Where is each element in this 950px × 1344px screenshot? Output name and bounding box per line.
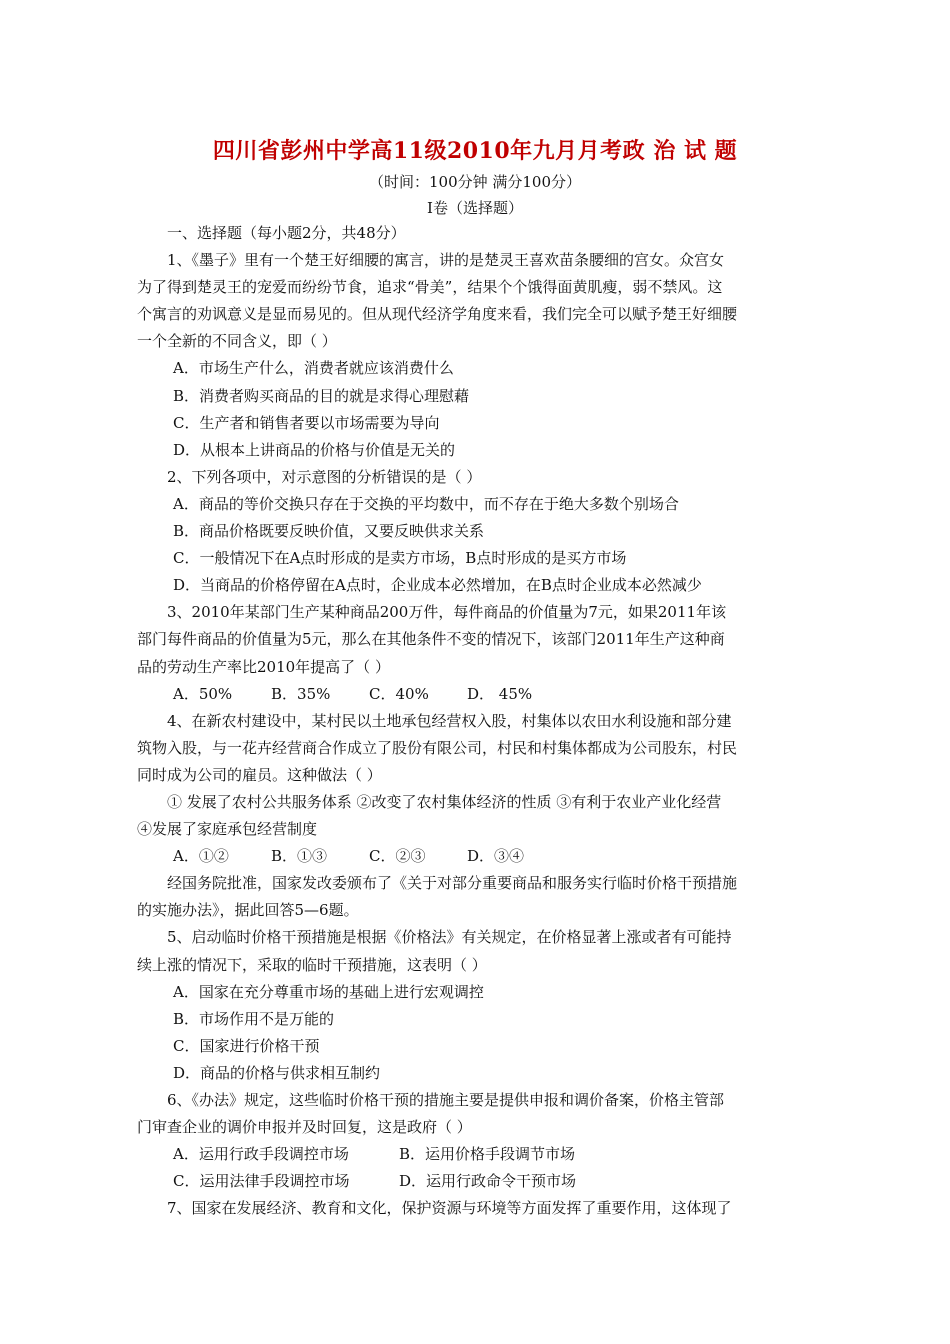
- q4-options: [137, 843, 807, 870]
- q5-option-c: C．国家进行价格干预: [173, 1036, 320, 1055]
- q2-stem: 2、下列各项中，对示意图的分析错误的是（ ）: [167, 467, 482, 486]
- q3-option-b: B．35%: [271, 684, 331, 703]
- q2-option-b: B．商品价格既要反映价值，又要反映供求关系: [173, 522, 485, 541]
- q3-options: [137, 681, 807, 708]
- q5-stem-line-1: 5、启动临时价格干预措施是根据《价格法》有关规定，在价格显著上涨或者有可能持: [167, 928, 732, 947]
- q4-stem-line-1: 4、在新农村建设中，某村民以土地承包经营权入股，村集体以农田水利设施和部分建: [167, 711, 732, 730]
- q3-stem-line-1: 3、2010年某部门生产某种商品200万件，每件商品的价值量为7元，如果2011年该: [167, 603, 727, 622]
- q6-stem-line-1: 6、《办法》规定，这些临时价格干预的措施主要是提供申报和调价备案，价格主管部: [167, 1091, 725, 1109]
- q4-stem-line-2: 筑物入股，与一花卉经营商合作成立了股份有限公司，村民和村集体都成为公司股东，村民: [137, 738, 738, 757]
- q3-option-c: C．40%: [369, 684, 429, 703]
- section-heading: 一、选择题（每小题2分，共48分）: [167, 224, 406, 242]
- q3-option-d: D． 45%: [467, 684, 533, 703]
- q1-option-d: D．从根本上讲商品的价格与价值是无关的: [173, 440, 456, 459]
- q1-option-c: C．生产者和销售者要以市场需要为导向: [173, 413, 440, 432]
- q3-stem-line-2: 部门每件商品的价值量为5元，那么在其他条件不变的情况下，该部门2011年生产这种商: [137, 630, 725, 649]
- exam-title: 四川省彭州中学高11级2010年九月月考政 治 试 题: [212, 138, 738, 164]
- q1-stem-line-4: 一个全新的不同含义，即（ ）: [137, 332, 337, 351]
- q4-statements-line-2: ④发展了家庭承包经营制度: [137, 820, 318, 839]
- q6-option-c: C．运用法律手段调控市场: [173, 1172, 350, 1191]
- q2-option-c: C．一般情况下在A点时形成的是卖方市场，B点时形成的是买方市场: [173, 549, 627, 568]
- material-line-2: 的实施办法》，据此回答5—6题。: [137, 901, 359, 920]
- q4-option-c: C．②③: [369, 847, 426, 866]
- q1-option-b: B．消费者购买商品的目的就是求得心理慰藉: [173, 386, 470, 405]
- q6-option-a: A．运用行政手段调控市场: [173, 1145, 349, 1164]
- q6-options-row-2: [137, 1168, 807, 1195]
- q4-statements-line-1: ① 发展了农村公共服务体系 ②改变了农村集体经济的性质 ③有利于农业产业化经营: [167, 792, 722, 811]
- q4-option-a: A．①②: [173, 847, 229, 866]
- q5-option-b: B．市场作用不是万能的: [173, 1009, 335, 1028]
- q5-option-a: A．国家在充分尊重市场的基础上进行宏观调控: [173, 982, 484, 1001]
- exam-time-info: （时间：100分钟 满分100分）: [368, 173, 582, 191]
- q5-option-d: D．商品的价格与供求相互制约: [173, 1063, 381, 1082]
- q7-stem: 7、国家在发展经济、教育和文化，保护资源与环境等方面发挥了重要作用，这体现了: [167, 1199, 732, 1218]
- volume-heading: I卷（选择题）: [427, 199, 523, 217]
- q6-stem-line-2: 门审查企业的调价申报并及时回复，这是政府（ ）: [137, 1118, 472, 1137]
- q6-option-b: B．运用价格手段调节市场: [399, 1145, 576, 1164]
- q4-option-b: B．①③: [271, 847, 328, 866]
- q6-option-d: D．运用行政命令干预市场: [399, 1172, 577, 1191]
- q3-option-a: A．50%: [173, 684, 233, 703]
- q1-stem-line-3: 个寓言的劝讽意义是显而易见的。但从现代经济学角度来看，我们完全可以赋予楚王好细腰: [137, 305, 738, 324]
- q5-stem-line-2: 续上涨的情况下，采取的临时干预措施，这表明（ ）: [137, 955, 487, 974]
- q6-options-row-1: [137, 1141, 807, 1168]
- q1-stem-line-1: 1、《墨子》里有一个楚王好细腰的寓言，讲的是楚灵王喜欢苗条腰细的宫女。众宫女: [167, 251, 725, 270]
- q2-option-d: D．当商品的价格停留在A点时，企业成本必然增加，在B点时企业成本必然减少: [173, 576, 702, 595]
- q4-option-d: D．③④: [467, 847, 525, 866]
- q2-option-a: A．商品的等价交换只存在于交换的平均数中，而不存在于绝大多数个别场合: [173, 494, 679, 513]
- q4-stem-line-3: 同时成为公司的雇员。这种做法（ ）: [137, 765, 382, 784]
- q3-stem-line-3: 品的劳动生产率比2010年提高了（ ）: [137, 657, 390, 676]
- exam-body: [137, 220, 807, 1222]
- q1-option-a: A．市场生产什么，消费者就应该消费什么: [173, 359, 454, 378]
- q1-stem-line-2: 为了得到楚灵王的宠爱而纷纷节食，追求“骨美”，结果个个饿得面黄肌瘦，弱不禁风。这: [137, 278, 723, 297]
- material-line-1: 经国务院批准，国家发改委颁布了《关于对部分重要商品和服务实行临时价格干预措施: [167, 874, 738, 893]
